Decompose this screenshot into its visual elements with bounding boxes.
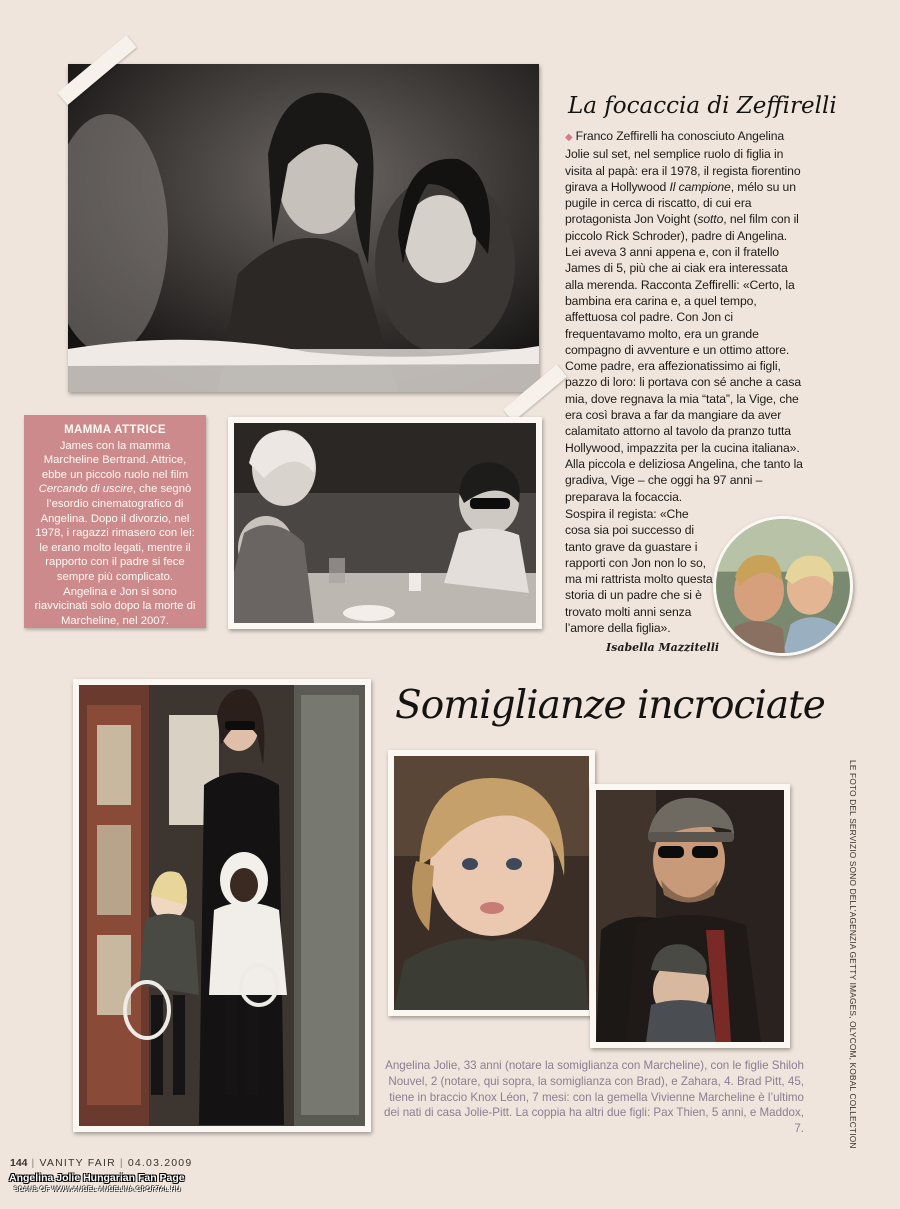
italic-title: Cercando di uscire xyxy=(38,483,133,496)
article-paragraph xyxy=(565,129,803,504)
page-number: 144 xyxy=(10,1157,28,1169)
sidebar-box-text xyxy=(32,439,198,585)
photo-jon-voight-circle xyxy=(713,516,853,656)
italic-title: sotto xyxy=(697,212,724,227)
photo-shiloh xyxy=(388,750,595,1016)
byline: Isabella Mazzitelli xyxy=(606,641,720,654)
photo-marcheline-james xyxy=(68,64,539,392)
sidebar-box-mamma-attrice xyxy=(24,415,206,628)
article-body xyxy=(565,128,803,505)
text-run: , che segnò l’esordio cinematografico di Angelina. Dopo il divorzio, nel 1978, i ragazzi rimasero con lei: le erano molto legati, mentre il rapporto con il padre si fece sempre più complicato. xyxy=(35,483,195,583)
article-body-end xyxy=(565,506,715,636)
photo-brad-knox xyxy=(590,784,790,1048)
magazine-name: VANITY FAIR xyxy=(39,1157,116,1169)
photo-children-table xyxy=(228,417,542,629)
watermark-url: SCANS OF WWW.ANGEL-ANGELINA.GPORTAL.HU xyxy=(14,1186,181,1193)
photo-credit-container xyxy=(848,760,868,1149)
sidebar-box-title: MAMMA ATTRICE xyxy=(64,424,166,436)
article-headline: La focaccia di Zeffirelli xyxy=(568,93,837,119)
section-headline: Somiglianze incrociate xyxy=(395,683,825,728)
text-run: Franco Zeffirelli ha conosciuto Angelina Jolie sul set, nel semplice ruolo di figlia in visita al papà: era il 1978, il regista fiorentino girava a Hollywood xyxy=(565,129,801,194)
text-run: James con la mamma Marcheline Bertrand. Attrice, ebbe un piccolo ruolo nel film xyxy=(41,439,189,481)
text-run: , mélo su un pugile in cerca di riscatto, di cui era protagonista Jon Voight ( xyxy=(565,179,796,227)
photo-credit: LE FOTO DEL SERVIZIO SONO DELL’AGENZIA GETTY IMAGES, OLYCOM, KOBAL COLLECTION xyxy=(848,760,858,1149)
sidebar-box-text: Angelina e Jon si sono riavvicinati solo dopo la morte di Marcheline, nel 2007. xyxy=(34,585,196,627)
issue-date: 04.03.2009 xyxy=(127,1157,193,1169)
bullet-icon: ◆ xyxy=(565,132,573,143)
photo-caption: Angelina Jolie, 33 anni (notare la somiglianza con Marcheline), con le figlie Shiloh Nouvel, 2 (notare, qui sopra, la somiglianza con Brad), e Zahara, 4. Brad Pitt, 45, tiene in braccio Knox Léon, 7 mesi: con la gemella Vivienne Marcheline è l’ultimo dei nati di casa Jolie-Pitt. La coppia ha altri due figli: Pax Thien, 5 anni, e Maddox, 7. xyxy=(384,1059,804,1136)
text-run: , nel film con il piccolo Rick Schroder), padre di Angelina. Lei aveva 3 anni appena e, con il fratello James di 5, più che ai ciak era interessata alla merenda. Racconta Zeffirelli: «Certo, la bambina era carina e, a quel tempo, affettuosa col padre. Con Jon ci frequentavamo molto, era un grande compagno di avventure e un ottimo attore. Come padre, era affezionatissimo ai figli, pazzo di loro: li portava con sé anche a casa mia, dove regnava la mia “tata”, la Vige, che era così brava a far da mangiare da aver calamitato attorno al tavolo da pranzo tutta Hollywood, impazzita per la cucina italiana». Alla piccola e deliziosa Angelina, che tanto la gradiva, Vige – che oggi ha 97 anni – preparava la focaccia. xyxy=(565,212,803,504)
watermark: Angelina Jolie Hungarian Fan Page xyxy=(9,1172,185,1184)
page-folio: 144 | VANITY FAIR | 04.03.2009 xyxy=(10,1157,193,1169)
photo-angelina-daughters xyxy=(73,679,371,1132)
article-paragraph: Sospira il regista: «Che cosa sia poi successo di tanto grave da guastare i rapporti con Jon non lo so, ma mi rattrista molto questa storia di un padre che si è trovato molti anni senza l’amore della figlia». xyxy=(565,507,713,636)
italic-title: Il campione xyxy=(669,179,731,194)
